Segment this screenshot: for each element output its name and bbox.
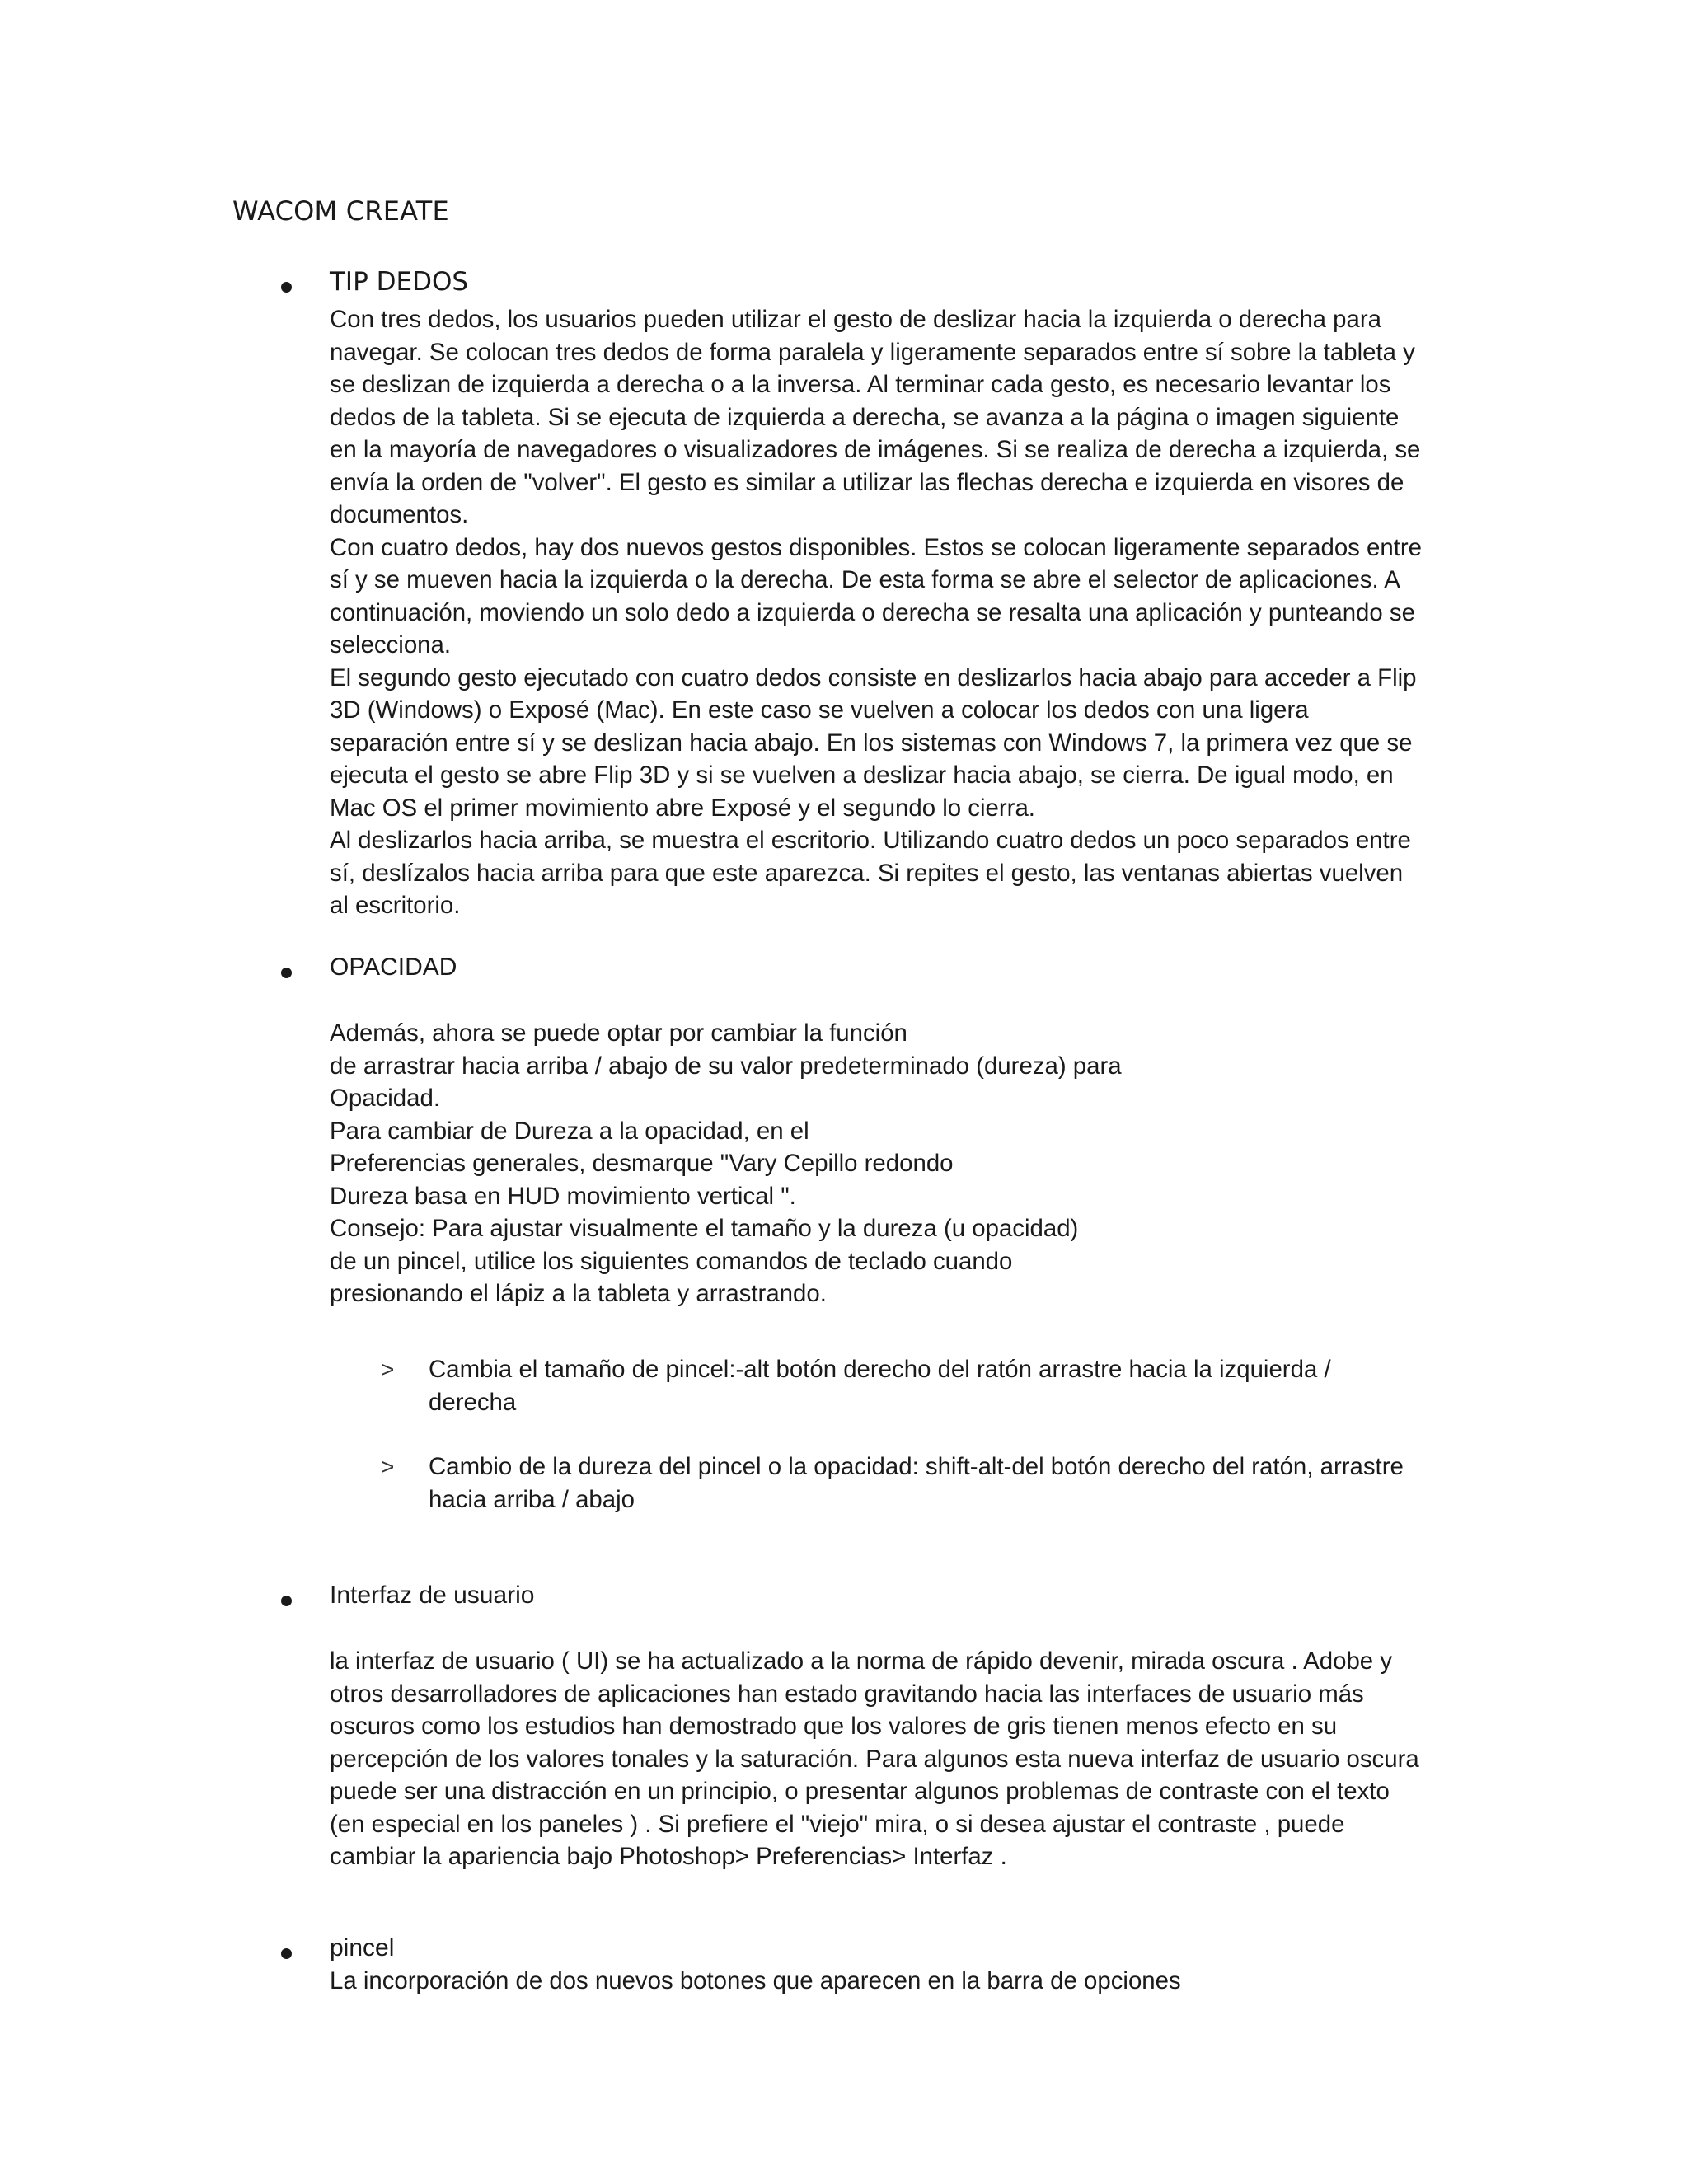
paragraph-line: presionando el lápiz a la tableta y arrastrando. (330, 1280, 827, 1307)
paragraph-line: documentos. (330, 501, 469, 528)
sub-list-line: Cambia el tamaño de pincel:-alt botón derecho del ratón arrastre hacia la izquierda / (429, 1356, 1331, 1383)
paragraph-line: 3D (Windows) o Exposé (Mac). En este caso se vuelven a colocar los dedos con una ligera (330, 696, 1309, 724)
section-heading: pincel (330, 1934, 395, 1961)
bullet-icon (281, 1596, 292, 1606)
paragraph-line: Dureza basa en HUD movimiento vertical ". (330, 1182, 796, 1210)
paragraph-line: separación entre sí y se deslizan hacia abajo. En los sistemas con Windows 7, la primera vez que se (330, 729, 1413, 757)
paragraph-line: otros desarrolladores de aplicaciones han estado gravitando hacia las interfaces de usuario más (330, 1680, 1364, 1708)
paragraph-line: Además, ahora se puede optar por cambiar la función (330, 1019, 907, 1047)
paragraph-line: Con cuatro dedos, hay dos nuevos gestos disponibles. Estos se colocan ligeramente separados entre (330, 533, 1423, 561)
chevron-right-icon: > (381, 1357, 395, 1382)
bullet-icon (281, 1948, 292, 1959)
paragraph-line: Con tres dedos, los usuarios pueden utilizar el gesto de deslizar hacia la izquierda o derecha para (330, 306, 1381, 333)
paragraph-line: Consejo: Para ajustar visualmente el tamaño y la dureza (u opacidad) (330, 1215, 1079, 1242)
paragraph-line: El segundo gesto ejecutado con cuatro dedos consiste en deslizarlos hacia abajo para acceder a Flip (330, 663, 1417, 691)
sub-list-line: Cambio de la dureza del pincel o la opacidad: shift-alt-del botón derecho del ratón, arrastre (429, 1453, 1404, 1480)
paragraph-line: Para cambiar de Dureza a la opacidad, en el (330, 1117, 809, 1145)
section-heading: OPACIDAD (330, 954, 457, 981)
paragraph-line: ejecuta el gesto se abre Flip 3D y si se vuelven a deslizar hacia abajo, se cierra. De igual modo, en (330, 762, 1394, 789)
paragraph-line: la interfaz de usuario ( UI) se ha actualizado a la norma de rápido devenir, mirada oscura . Adobe y (330, 1647, 1393, 1675)
paragraph-line: de un pincel, utilice los siguientes comandos de teclado cuando (330, 1247, 1013, 1275)
section-paragraph (330, 1645, 1451, 1873)
section-heading: TIP DEDOS (330, 267, 469, 297)
paragraph-line: oscuros como los estudios han demostrado que los valores de gris tienen menos efecto en su (330, 1713, 1338, 1740)
paragraph-line: se deslizan de izquierda a derecha o a la inversa. Al terminar cada gesto, es necesario levantar los (330, 371, 1391, 398)
paragraph-line: Al deslizarlos hacia arriba, se muestra el escritorio. Utilizando cuatro dedos un poco separados entre (330, 827, 1411, 854)
paragraph-line: Preferencias generales, desmarque "Vary Cepillo redondo (330, 1150, 954, 1177)
bullet-icon (281, 968, 292, 978)
paragraph-line: de arrastrar hacia arriba / abajo de su valor predeterminado (dureza) para (330, 1052, 1122, 1080)
sub-list-text (429, 1353, 1451, 1418)
section-heading: Interfaz de usuario (330, 1582, 535, 1609)
sub-list-line: derecha (429, 1388, 517, 1416)
sub-list-text (429, 1451, 1451, 1516)
document-title: WACOM CREATE (232, 195, 449, 227)
paragraph-line: La incorporación de dos nuevos botones que aparecen en la barra de opciones (330, 1967, 1181, 1994)
paragraph-line: percepción de los valores tonales y la saturación. Para algunos esta nueva interfaz de usuario oscura (330, 1745, 1419, 1773)
paragraph-line: al escritorio. (330, 892, 461, 919)
paragraph-line: Mac OS el primer movimiento abre Exposé y el segundo lo cierra. (330, 794, 1035, 822)
paragraph-line: dedos de la tableta. Si se ejecuta de izquierda a derecha, se avanza a la página o imagen siguiente (330, 403, 1400, 431)
chevron-right-icon: > (381, 1454, 395, 1479)
paragraph-line: puede ser una distracción en un principio, o presentar algunos problemas de contraste con el texto (330, 1778, 1390, 1805)
paragraph-line: sí y se mueven hacia la izquierda o la derecha. De esta forma se abre el selector de aplicaciones. A (330, 566, 1400, 593)
paragraph-line: en la mayoría de navegadores o visualizadores de imágenes. Si se realiza de derecha a izquierda, se (330, 436, 1421, 463)
paragraph-line: navegar. Se colocan tres dedos de forma paralela y ligeramente separados entre sí sobre la tableta y (330, 338, 1415, 366)
section-paragraph (330, 303, 1451, 922)
paragraph-line: (en especial en los paneles ) . Si prefiere el "viejo" mira, o si desea ajustar el contraste , puede (330, 1810, 1345, 1838)
sub-list-line: hacia arriba / abajo (429, 1485, 635, 1513)
section-paragraph (330, 1017, 1451, 1310)
paragraph-line: continuación, moviendo un solo dedo a izquierda o derecha se resalta una aplicación y punteando se (330, 598, 1415, 626)
paragraph-line: selecciona. (330, 631, 452, 658)
bullet-icon (281, 282, 292, 293)
paragraph-line: envía la orden de "volver". El gesto es similar a utilizar las flechas derecha e izquierda en visores de (330, 468, 1404, 496)
paragraph-line: cambiar la apariencia bajo Photoshop> Preferencias> Interfaz . (330, 1843, 1007, 1870)
paragraph-line: sí, deslízalos hacia arriba para que este aparezca. Si repites el gesto, las ventanas abiertas vuelven (330, 859, 1404, 887)
section-paragraph (330, 1965, 1451, 1998)
paragraph-line: Opacidad. (330, 1085, 440, 1112)
